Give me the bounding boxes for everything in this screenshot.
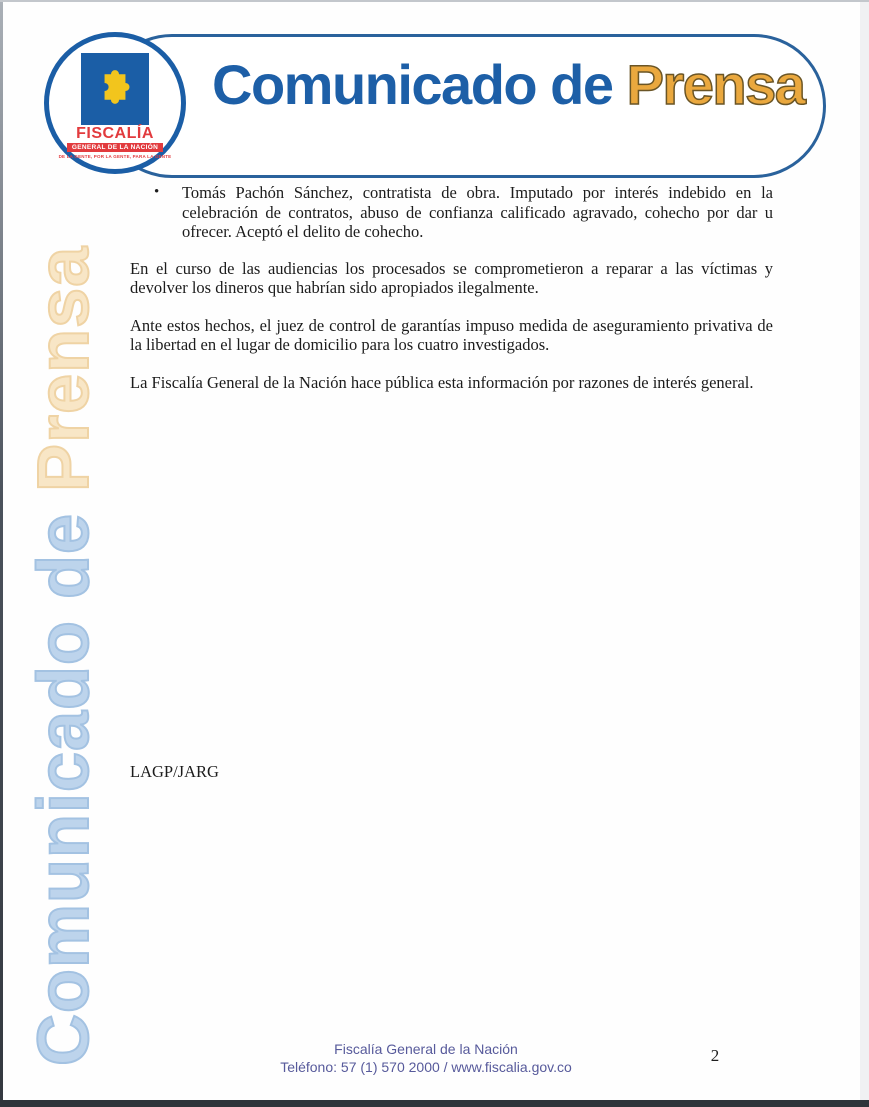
bullet-marker: • — [154, 184, 160, 200]
watermark-accent: Prensa — [24, 245, 104, 492]
scan-edge-bottom — [0, 1100, 869, 1107]
footer-org-name: Fiscalía General de la Nación — [334, 1041, 518, 1057]
vertical-watermark-text — [14, 188, 114, 1066]
bullet-text: Tomás Pachón Sánchez, contratista de obra. Imputado por interés indebido en la celebración de contratos, abuso de confianza calificado agravado, cohecho por dar u ofrecer. Aceptó el delito de cohecho. — [182, 183, 773, 241]
footer-contact-line: Teléfono: 57 (1) 570 2000 / www.fiscalia.gov.co — [280, 1059, 572, 1075]
watermark-main: Comunicado de — [24, 491, 104, 1066]
logo-name: FISCALÍA — [76, 125, 154, 142]
puzzle-piece-icon — [86, 57, 144, 122]
scan-edge-left — [0, 2, 3, 1107]
scan-edge-right — [860, 2, 869, 1100]
paragraph: En el curso de las audiencias los procesados se comprometieron a reparar a las víctimas y devolver los dineros que habrían sido apropiados ilegalmente. — [130, 258, 773, 297]
page-title — [212, 52, 805, 117]
page-number: 2 — [710, 1046, 720, 1065]
logo-tagline: DE LA GENTE, POR LA GENTE, PARA LA GENTE — [58, 154, 172, 159]
logo-banner: GENERAL DE LA NACIÓN — [67, 143, 163, 152]
scan-edge-top — [0, 0, 869, 2]
paragraph: Ante estos hechos, el juez de control de garantías impuso medida de aseguramiento privativa de la libertad en el lugar de domicilio para los cuatro investigados. — [130, 315, 773, 354]
page-title-accent: Prensa — [626, 53, 805, 116]
paragraph: La Fiscalía General de la Nación hace pública esta información por razones de interés general. — [130, 372, 754, 392]
document-body — [130, 183, 773, 410]
author-initials: LAGP/JARG — [130, 762, 219, 781]
bullet-item — [130, 183, 773, 242]
vertical-watermark — [14, 188, 116, 1066]
fiscalia-logo — [44, 32, 186, 174]
logo-square — [81, 53, 149, 125]
page-title-main: Comunicado de — [212, 53, 613, 116]
